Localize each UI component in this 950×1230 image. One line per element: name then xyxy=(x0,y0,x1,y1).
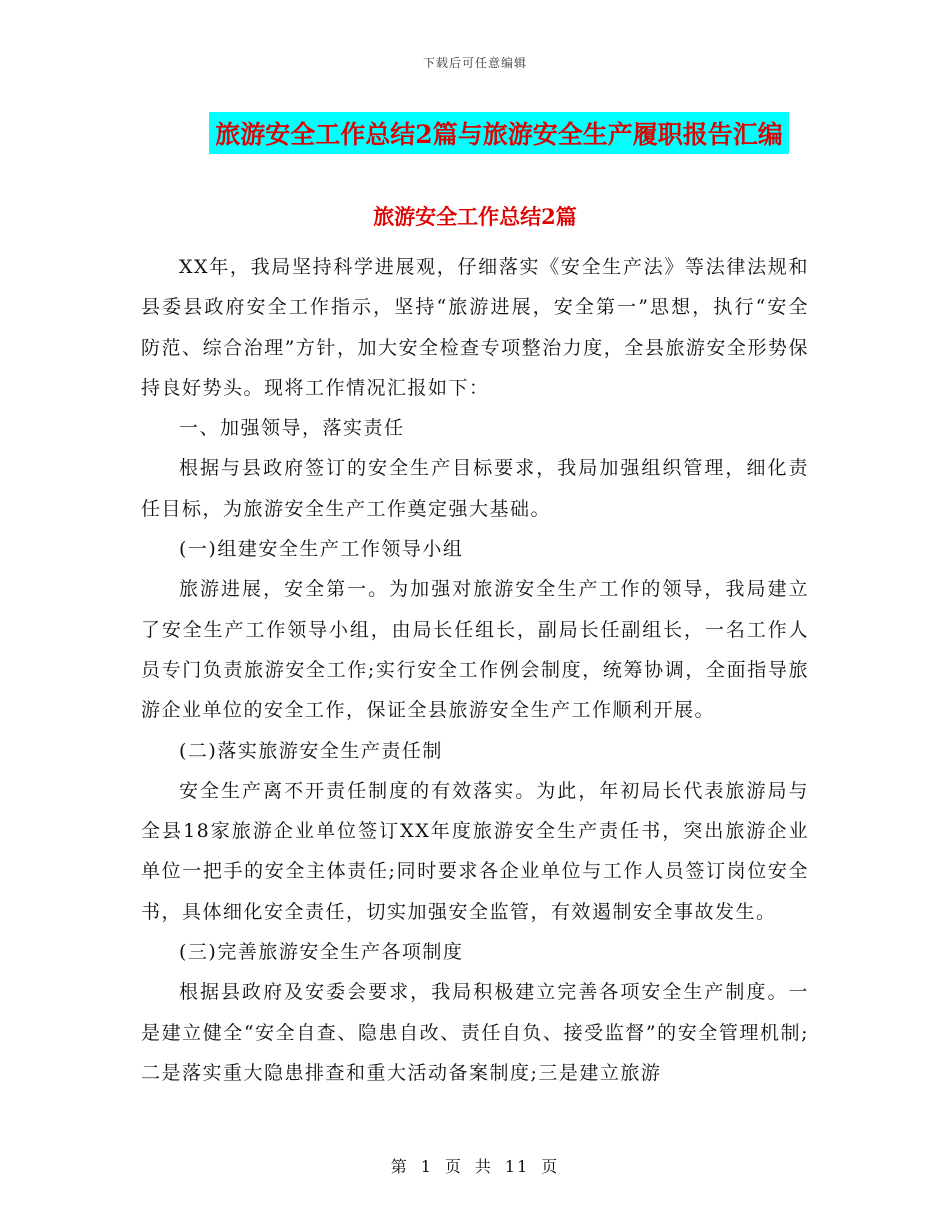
paragraph: 安全生产离不开责任制度的有效落实。为此，年初局长代表旅游局与全县18家旅游企业单位签订XX年度旅游安全生产责任书，突出旅游企业单位一把手的安全主体责任;同时要求各企业单位与工作人员签订岗位安全书，具体细化安全责任，切实加强安全监管，有效遏制安全事故发生。 xyxy=(141,779,809,923)
heading-level-1: 一、加强领导，落实责任 xyxy=(179,417,405,440)
paragraph: 根据县政府及安委会要求，我局积极建立完善各项安全生产制度。一是建立健全“安全自查、隐患自改、责任自负、接受监督”的安全管理机制;二是落实重大隐患排查和重大活动备案制度;三是建立旅游 xyxy=(141,981,809,1084)
body-text xyxy=(141,247,809,1093)
footer-prefix: 第 xyxy=(390,1157,409,1176)
page-number: 1 xyxy=(420,1157,433,1176)
total-pages: 11 xyxy=(504,1157,530,1176)
footer-total-word: 共 xyxy=(474,1157,493,1176)
main-title-wrap xyxy=(0,112,950,154)
footer-page-word: 页 xyxy=(444,1157,463,1176)
footer-suffix: 页 xyxy=(541,1157,560,1176)
header-note: 下载后可任意编辑 xyxy=(422,56,527,70)
heading-level-2: (二)落实旅游安全生产责任制 xyxy=(179,739,443,762)
heading-level-2: (三)完善旅游安全生产各项制度 xyxy=(179,941,464,964)
heading-level-2: (一)组建安全生产工作领导小组 xyxy=(179,538,464,561)
main-title: 旅游安全工作总结2篇与旅游安全生产履职报告汇编 xyxy=(209,112,788,154)
paragraph: 根据与县政府签订的安全生产目标要求，我局加强组织管理，细化责任目标，为旅游安全生产工作奠定强大基础。 xyxy=(141,457,809,520)
section-title: 旅游安全工作总结2篇 xyxy=(373,204,577,229)
paragraph: XX年，我局坚持科学进展观，仔细落实《安全生产法》等法律法规和县委县政府安全工作指示，坚持“旅游进展，安全第一”思想，执行“安全防范、综合治理”方针，加大安全检查专项整治力度，全县旅游安全形势保持良好势头。现将工作情况汇报如下： xyxy=(141,256,809,399)
page-footer xyxy=(0,1154,950,1177)
paragraph: 旅游进展，安全第一。为加强对旅游安全生产工作的领导，我局建立了安全生产工作领导小组，由局长任组长，副局长任副组长，一名工作人员专门负责旅游安全工作;实行安全工作例会制度，统筹协调，全面指导旅游企业单位的安全工作，保证全县旅游安全生产工作顺利开展。 xyxy=(141,578,809,722)
